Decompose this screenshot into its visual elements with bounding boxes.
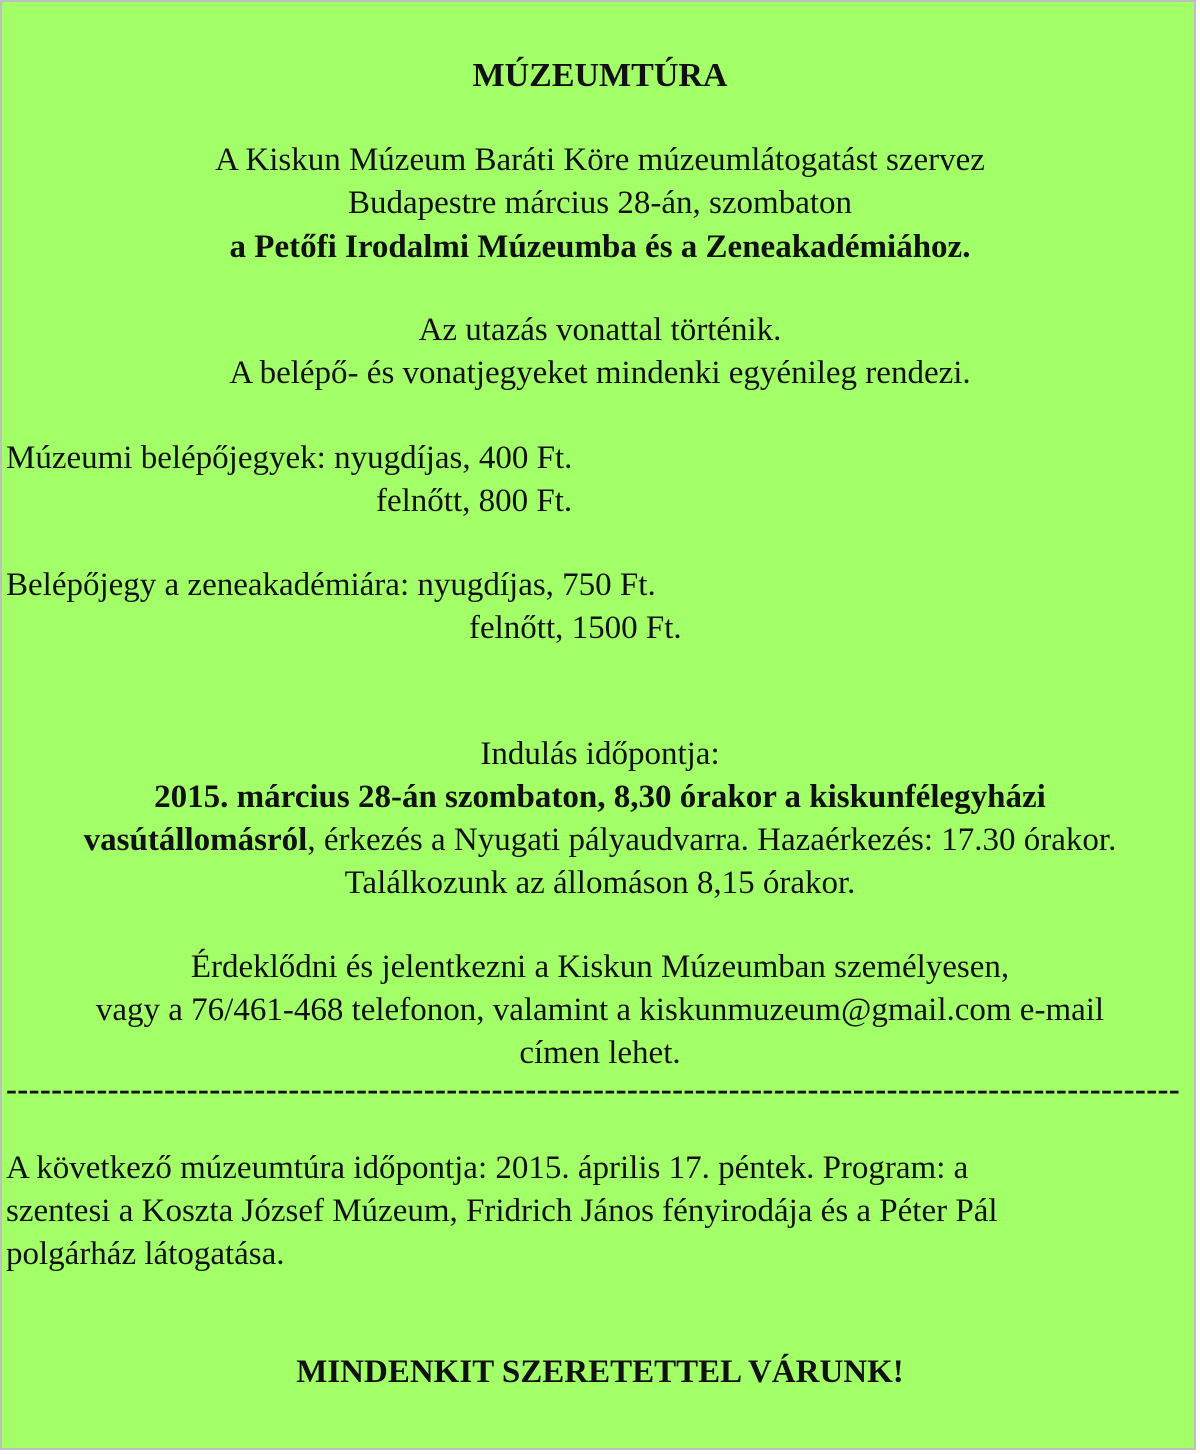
museum-tickets-line-1: Múzeumi belépőjegyek: nyugdíjas, 400 Ft. <box>6 440 573 476</box>
museum-tickets-line-2: felnőtt, 800 Ft. <box>376 483 573 519</box>
next-tour-line-1: A következő múzeumtúra időpontja: 2015. április 17. péntek. Program: a <box>6 1150 969 1186</box>
departure-line-1: 2015. március 28-án szombaton, 8,30 órakor a kiskunfélegyházi <box>154 779 1046 815</box>
academy-tickets-line-2: felnőtt, 1500 Ft. <box>469 610 682 646</box>
intro-line-3: a Petőfi Irodalmi Múzeumba és a Zeneakadémiához. <box>229 229 971 265</box>
departure-line-3: Találkozunk az állomáson 8,15 órakor. <box>344 865 856 901</box>
contact-line-2: vagy a 76/461-468 telefonon, valamint a kiskunmuzeum@gmail.com e-mail <box>95 992 1105 1028</box>
travel-line-1: Az utazás vonattal történik. <box>418 312 782 348</box>
departure-line-2 <box>2 820 1198 860</box>
departure-arrival: , érkezés a Nyugati pályaudvarra. Hazaérkezés: 17.30 órakor. <box>307 822 1117 858</box>
academy-tickets-line-1: Belépőjegy a zeneakadémiára: nyugdíjas, 750 Ft. <box>6 567 656 603</box>
flyer-title: MÚZEUMTÚRA <box>472 57 728 94</box>
intro-line-2: Budapestre március 28-án, szombaton <box>347 185 853 221</box>
separator-line: -------------------------------------------------------------------------------------------------------- <box>6 1072 1181 1108</box>
contact-line-3: címen lehet. <box>519 1035 681 1071</box>
next-tour-line-3: polgárház látogatása. <box>6 1236 285 1272</box>
departure-station: vasútállomásról <box>83 822 308 858</box>
intro-line-1: A Kiskun Múzeum Baráti Köre múzeumlátogatást szervez <box>215 142 985 178</box>
travel-line-2: A belépő- és vonatjegyeket mindenki egyénileg rendezi. <box>229 355 971 391</box>
departure-heading: Indulás időpontja: <box>480 736 720 772</box>
next-tour-line-2: szentesi a Koszta József Múzeum, Fridrich János fényirodája és a Péter Pál <box>6 1193 998 1229</box>
contact-line-1: Érdeklődni és jelentkezni a Kiskun Múzeumban személyesen, <box>190 949 1010 985</box>
closing-text: MINDENKIT SZERETETTEL VÁRUNK! <box>296 1354 904 1390</box>
